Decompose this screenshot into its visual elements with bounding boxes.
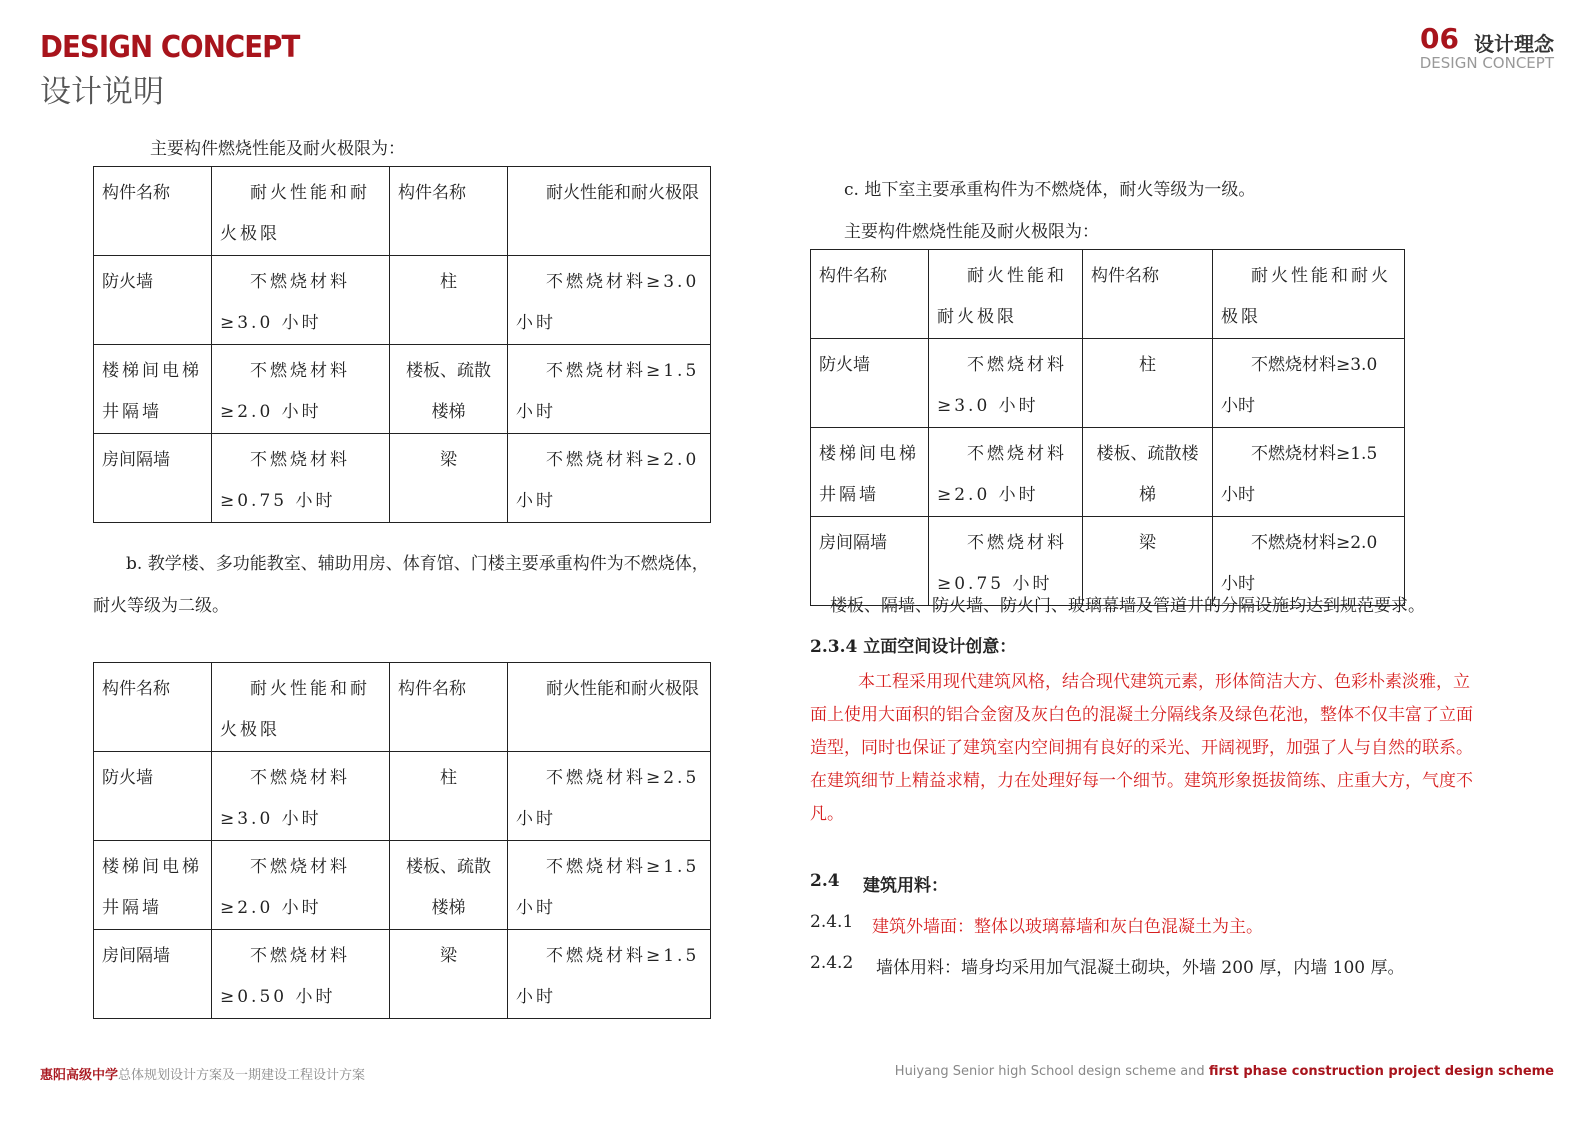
table-header-cell: 耐火性能和耐火极限 [1213,250,1405,339]
table-cell: 不燃烧材料≥0.50 小时 [212,930,390,1019]
table-header-row [94,167,711,256]
table-cell: 房间隔墙 [94,930,212,1019]
fire-table-2 [93,662,711,1019]
item-2-4-2-text: 墙体用料：墙身均采用加气混凝土砌块，外墙 200 厚，内墙 100 厚。 [876,958,1405,978]
header-title: DESIGN CONCEPT [40,30,300,65]
table-row [94,841,711,930]
table-cell: 防火墙 [811,339,929,428]
table-cell: 不燃烧材料≥1.5 小时 [508,930,711,1019]
table-row [94,345,711,434]
heading-2-4-number: 2.4 [810,871,840,891]
item-2-4-1-text: 建筑外墙面：整体以玻璃幕墙和灰白色混凝土为主。 [872,917,1263,937]
table-cell: 不燃烧材料≥1.5 小时 [508,841,711,930]
fire-table-3 [810,249,1405,606]
table-cell: 不燃烧材料≥2.5 小时 [508,752,711,841]
paragraph-b-line1: b. 教学楼、多功能教室、辅助用房、体育馆、门楼主要承重构件为不燃烧体， [126,554,709,574]
table-cell: 柱 [1083,339,1213,428]
table-row [94,434,711,523]
table-cell: 不燃烧材料≥3.0 小时 [212,256,390,345]
table-cell: 不燃烧材料≥0.75 小时 [212,434,390,523]
footer-scheme-name: 总体规划设计方案及一期建设工程设计方案 [118,1068,366,1083]
table-cell: 不燃烧材料≥2.0 小时 [929,428,1083,517]
table-cell: 楼梯间电梯井隔墙 [94,841,212,930]
table-header-cell: 耐火性能和耐火极限 [212,663,390,752]
footer-english-title [895,1064,1554,1079]
table-cell: 防火墙 [94,256,212,345]
section-number: 06 [1420,22,1459,55]
heading-2-4-title: 建筑用料： [863,876,948,896]
table-header-row [811,250,1405,339]
paragraph-c: c. 地下室主要承重构件为不燃烧体，耐火等级为一级。 [844,180,1256,200]
table-row [94,752,711,841]
footer-school-name: 惠阳高级中学 [40,1068,119,1083]
table-cell: 梁 [390,434,508,523]
table-cell: 不燃烧材料≥1.5 小时 [1213,428,1405,517]
table-cell: 楼板、疏散楼梯 [390,841,508,930]
table-header-cell: 耐火性能和耐火极限 [508,167,711,256]
table-header-cell: 耐火性能和耐火极限 [508,663,711,752]
item-2-4-1-number: 2.4.1 [810,912,854,932]
table-cell: 梁 [1083,517,1213,606]
table-header-cell: 耐火性能和耐火极限 [929,250,1083,339]
table-cell: 楼梯间电梯井隔墙 [94,345,212,434]
footer-project-title [40,1064,365,1083]
table-row [811,428,1405,517]
footer-english-bold: first phase construction project design scheme [1208,1064,1554,1079]
table-cell: 不燃烧材料≥3.0 小时 [929,339,1083,428]
table-header-cell: 构件名称 [390,663,508,752]
table-header-cell: 耐火性能和耐火极限 [212,167,390,256]
table-cell: 不燃烧材料≥2.0 小时 [1213,517,1405,606]
compliance-note: 楼板、隔墙、防火墙、防火门、玻璃幕墙及管道井的分隔设施均达到规范要求。 [830,596,1425,616]
paragraph-b-line2: 耐火等级为二级。 [93,596,229,616]
table-row [94,256,711,345]
footer-english-light: Huiyang Senior high School design scheme and [894,1064,1209,1079]
section-name: 设计理念 [1474,32,1554,56]
table-cell: 不燃烧材料≥2.0 小时 [212,345,390,434]
table-cell: 不燃烧材料≥0.75 小时 [929,517,1083,606]
item-2-4-2-number: 2.4.2 [810,953,854,973]
facade-design-text: 本工程采用现代建筑风格，结合现代建筑元素，形体简洁大方、色彩朴素淡雅，立面上使用大面积的铝合金窗及灰白色的混凝土分隔线条及绿色花池，整体不仅丰富了立面造型，同时也保证了建筑室内空间拥有良好的采光、开阔视野，加强了人与自然的联系。在建筑细节上精益求精，力在处理好每一个细节。建筑形象挺拔简练、庄重大方，气度不凡。 [810,672,1473,824]
section-name-en: DESIGN CONCEPT [1419,54,1554,72]
table-cell: 防火墙 [94,752,212,841]
table-cell: 不燃烧材料≥2.0 小时 [212,841,390,930]
table-row [811,339,1405,428]
table-cell: 楼板、疏散楼梯 [1083,428,1213,517]
fire-table-1 [93,166,711,523]
table-cell: 不燃烧材料≥2.0 小时 [508,434,711,523]
facade-design-paragraph [810,666,1480,831]
table-cell: 柱 [390,752,508,841]
table-cell: 梁 [390,930,508,1019]
table-header-cell: 构件名称 [1083,250,1213,339]
table-cell: 不燃烧材料≥3.0 小时 [1213,339,1405,428]
table3-intro: 主要构件燃烧性能及耐火极限为： [844,222,1099,242]
table-cell: 房间隔墙 [811,517,929,606]
table-cell: 不燃烧材料≥3.0 小时 [212,752,390,841]
table-header-cell: 构件名称 [390,167,508,256]
table-cell: 楼板、疏散楼梯 [390,345,508,434]
table-cell: 房间隔墙 [94,434,212,523]
heading-2-3-4: 2.3.4 立面空间设计创意： [810,637,1017,657]
header-subtitle: 设计说明 [40,74,164,110]
table-row [94,930,711,1019]
table-header-cell: 构件名称 [94,167,212,256]
table-header-cell: 构件名称 [811,250,929,339]
table-cell: 楼梯间电梯井隔墙 [811,428,929,517]
table1-intro: 主要构件燃烧性能及耐火极限为： [150,139,405,159]
table-cell: 不燃烧材料≥3.0 小时 [508,256,711,345]
table-cell: 柱 [390,256,508,345]
table-header-cell: 构件名称 [94,663,212,752]
table-header-row [94,663,711,752]
table-cell: 不燃烧材料≥1.5 小时 [508,345,711,434]
